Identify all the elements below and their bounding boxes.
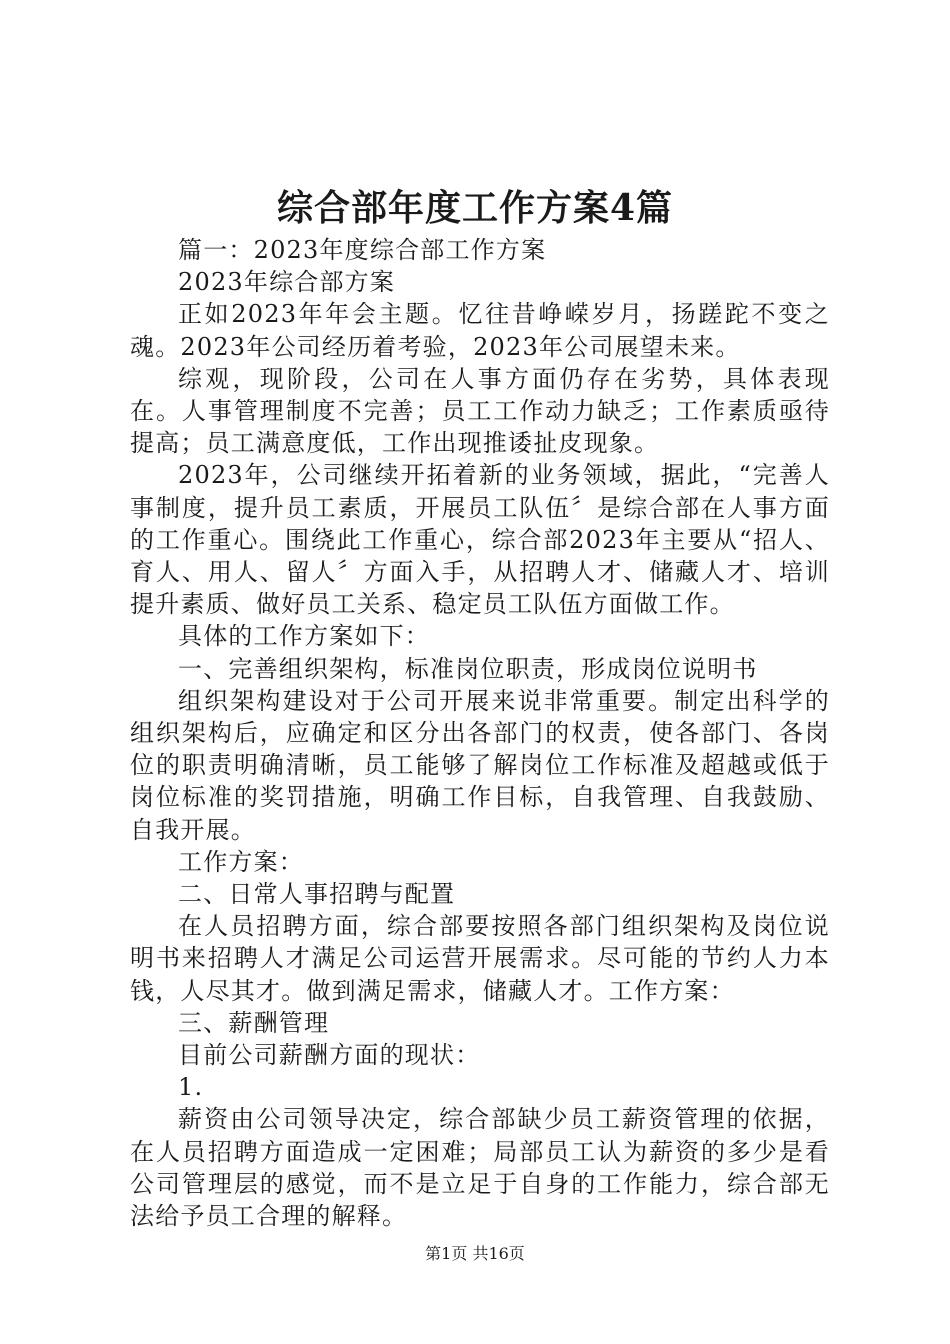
paragraph: 正如2023年年会主题。忆往昔峥嵘岁月，扬蹉跎不变之魂。2023年公司经历着考验，2023年公司展望未来。 — [130, 300, 830, 361]
section-heading: 二、日常人事招聘与配置 — [178, 880, 456, 909]
list-marker: 1. — [178, 1073, 204, 1102]
paragraph: 2023年综合部方案 — [178, 268, 396, 297]
section-heading: 一、完善组织架构，标准岗位职责，形成岗位说明书 — [178, 654, 758, 683]
paragraph: 综观，现阶段，公司在人事方面仍存在劣势，具体表现在。人事管理制度不完善；员工工作动力缺乏；工作素质亟待提高；员工满意度低，工作出现推诿扯皮现象。 — [130, 364, 830, 458]
paragraph: 目前公司薪酬方面的现状： — [178, 1041, 481, 1070]
page-number-footer: 第1页 共16页 — [425, 1244, 525, 1263]
document-body — [130, 234, 830, 1232]
paragraph: 工作方案： — [178, 847, 304, 876]
paragraph: 在人员招聘方面，综合部要按照各部门组织架构及岗位说明书来招聘人才满足公司运营开展需求。尽可能的节约人力本钱，人尽其才。做到满足需求，储藏人才。工作方案： — [130, 912, 830, 1005]
paragraph: 组织架构建设对于公司开展来说非常重要。制定出科学的组织架构后，应确定和区分出各部门的权责，使各部门、各岗位的职责明确清晰，员工能够了解岗位工作标准及超越或低于岗位标准的奖罚措施，明确工作目标，自我管理、自我鼓励、自我开展。 — [130, 686, 830, 844]
paragraph: 篇一：2023年度综合部工作方案 — [178, 236, 547, 264]
document-title: 综合部年度工作方案4篇 — [276, 187, 674, 229]
paragraph: 2023年，公司继续开拓着新的业务领域，据此，“完善人事制度，提升员工素质，开展员工队伍〞是综合部在人事方面的工作重心。围绕此工作重心，综合部2023年主要从“招人、育人、用人、留人〞方面入手，从招聘人才、储藏人才、培训提升素质、做好员工关系、稳定员工队伍方面做工作。 — [130, 461, 830, 619]
paragraph: 具体的工作方案如下： — [178, 622, 430, 651]
section-heading: 三、薪酬管理 — [178, 1008, 330, 1037]
paragraph: 薪资由公司领导决定，综合部缺少员工薪资管理的依据，在人员招聘方面造成一定困难；局部员工认为薪资的多少是看公司管理层的感觉，而不是立足于自身的工作能力，综合部无法给予员工合理的解释。 — [130, 1105, 830, 1231]
